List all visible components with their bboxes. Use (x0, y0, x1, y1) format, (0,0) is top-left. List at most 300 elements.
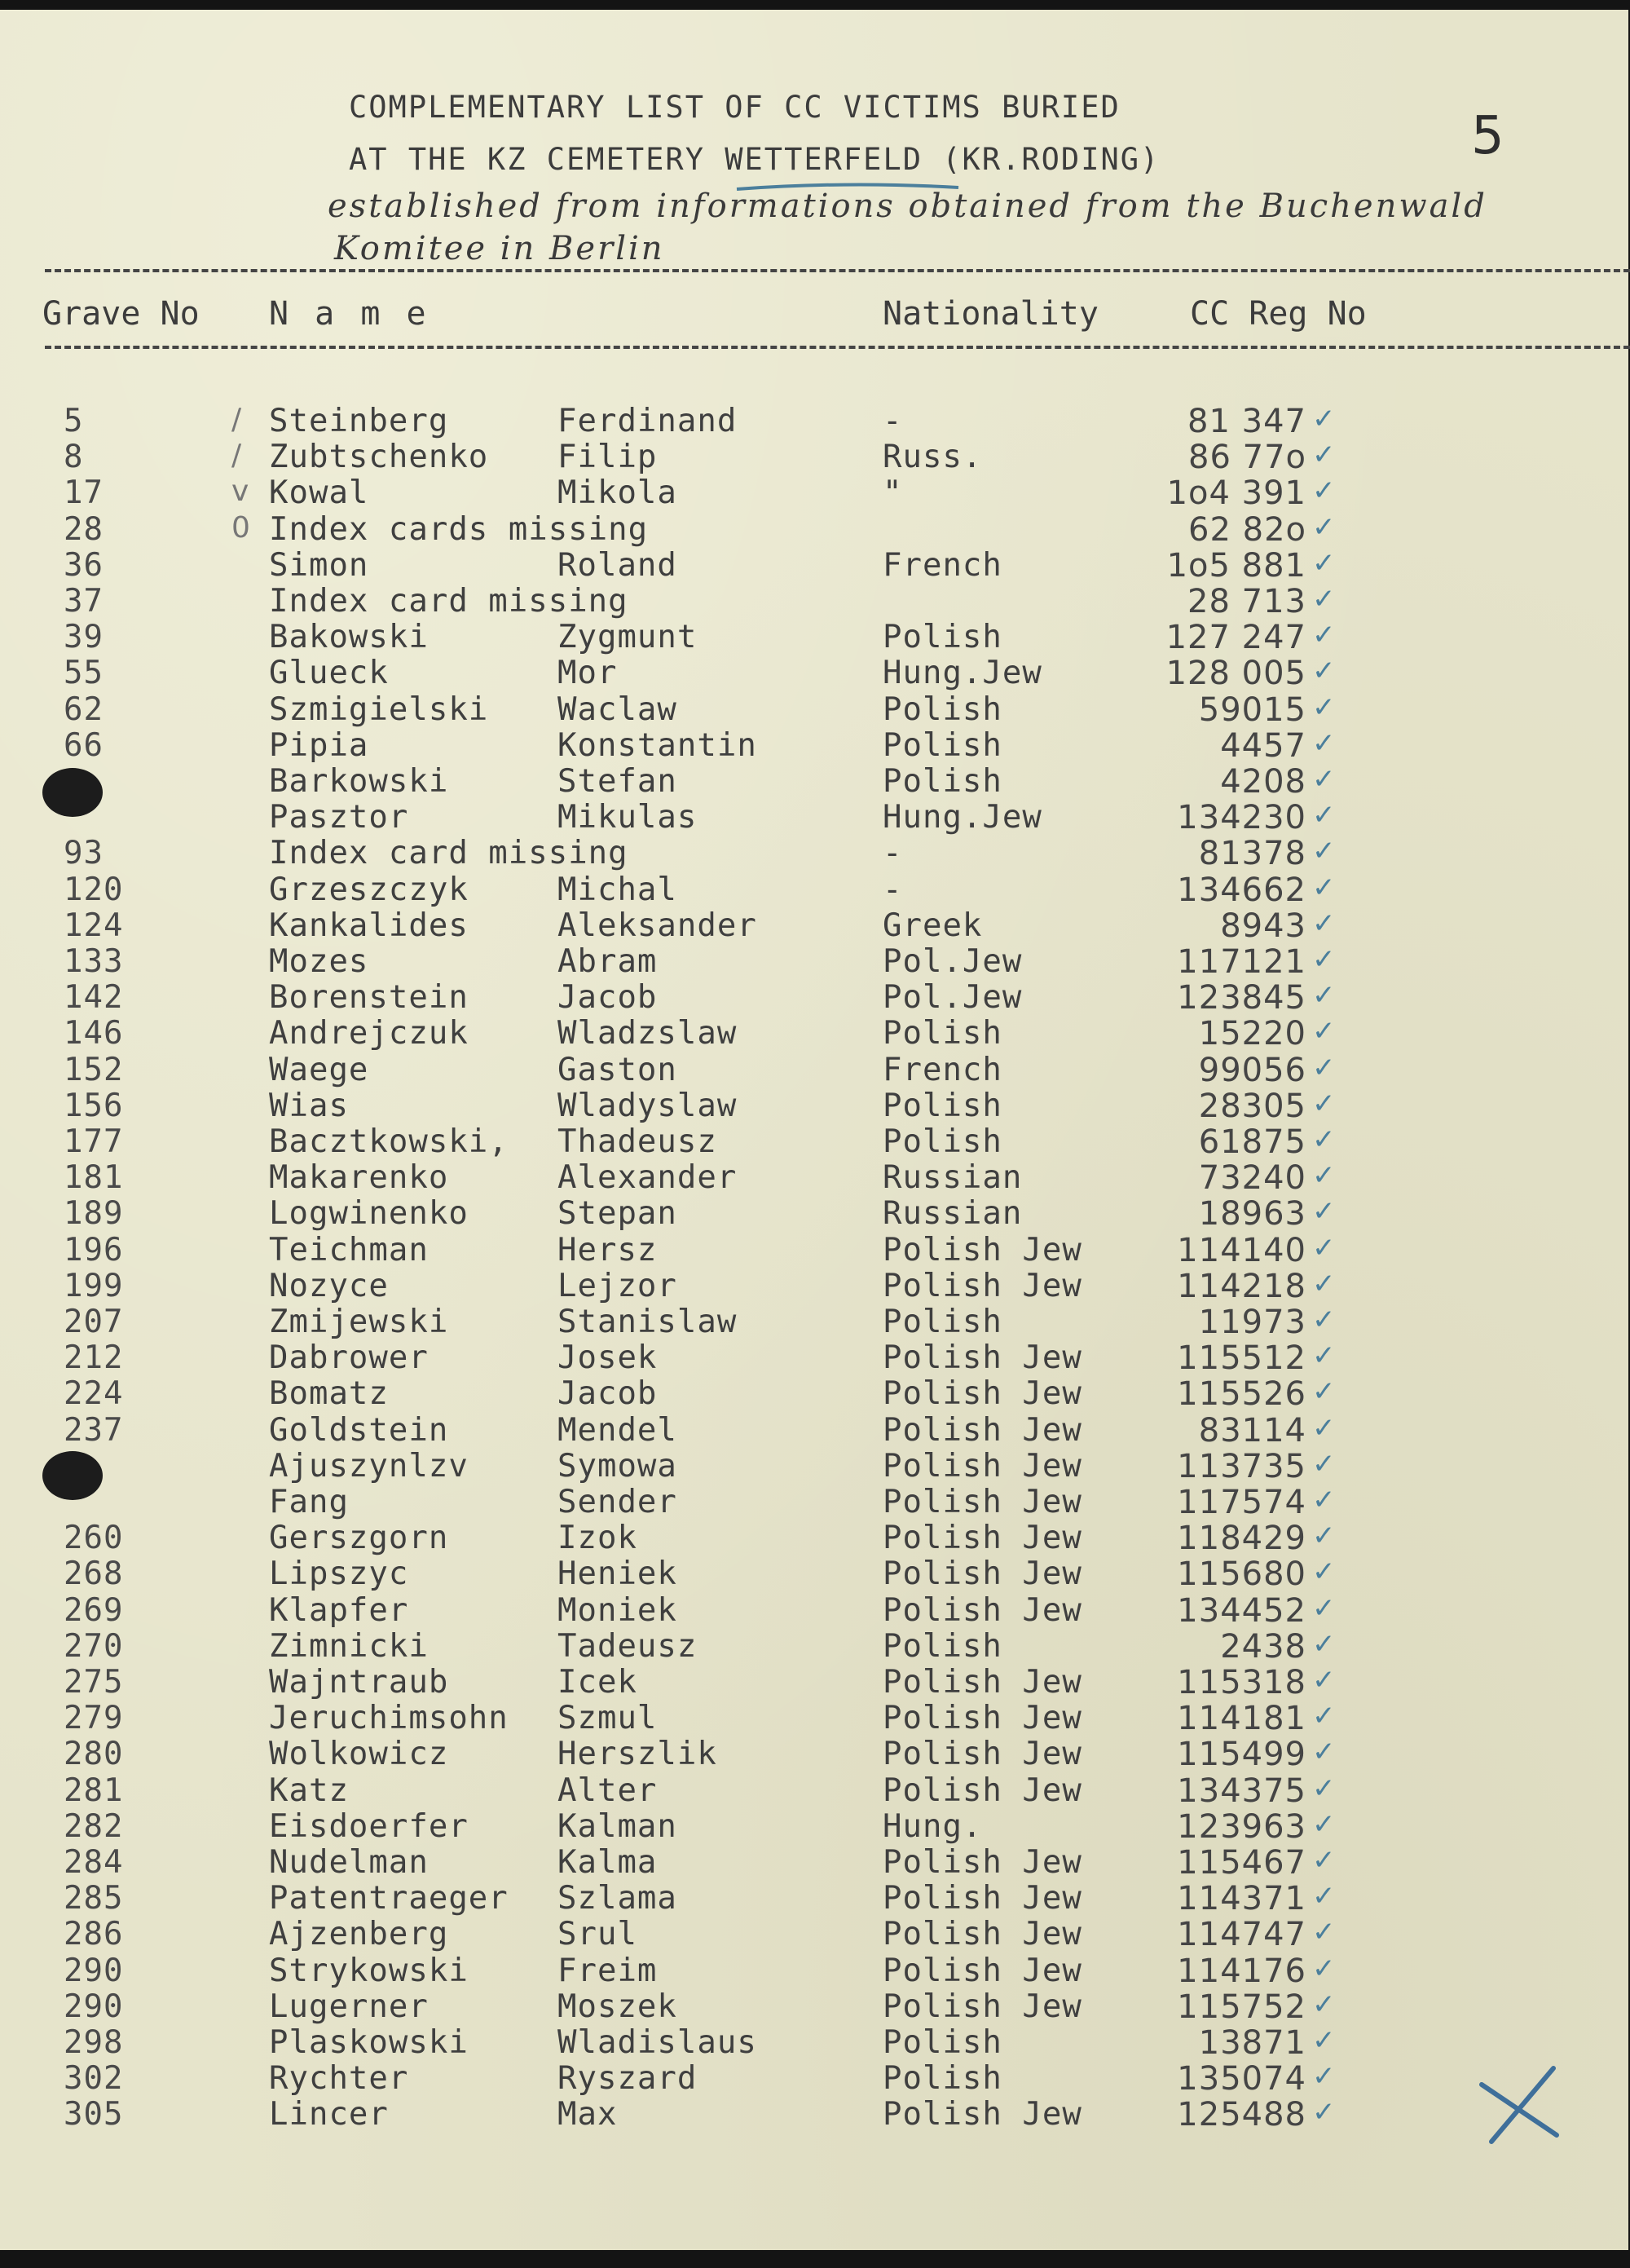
table-row (0, 1339, 1628, 1378)
surname: Patentraeger (269, 1880, 509, 1917)
first-name: Srul (557, 1916, 637, 1953)
check-mark-icon: ✓ (1312, 943, 1337, 976)
table-row (0, 943, 1628, 979)
surname: Borenstein (269, 979, 469, 1017)
grave-number: 189 (64, 1195, 124, 1233)
table-row (0, 979, 1628, 1015)
nationality: Russian (883, 1159, 1023, 1197)
nationality: Polish (883, 691, 1002, 728)
check-mark-icon: ✓ (1312, 655, 1337, 688)
table-row (0, 511, 1628, 547)
check-mark-icon: ✓ (1312, 799, 1337, 832)
table-row (0, 1700, 1628, 1736)
table-row (0, 1772, 1628, 1808)
nationality: Pol.Jew (883, 979, 1023, 1017)
cc-reg-number: 2438 (1220, 1627, 1306, 1666)
grave-number: 181 (64, 1159, 124, 1197)
nationality: Pol.Jew (883, 943, 1023, 980)
check-mark-icon: ✓ (1312, 583, 1337, 616)
check-mark-icon: ✓ (1312, 1520, 1337, 1553)
table-row (0, 1916, 1628, 1952)
surname: Andrejczuk (269, 1015, 469, 1052)
first-name: Freim (557, 1952, 658, 1989)
nationality: Polish (883, 763, 1002, 800)
cc-reg-number: 123845 (1177, 979, 1306, 1017)
grave-number: 237 (64, 1411, 124, 1449)
nationality: Polish Jew (883, 1700, 1082, 1737)
grave-number: 275 (64, 1664, 124, 1701)
check-mark-icon: ✓ (1312, 546, 1337, 580)
surname: Nozyce (269, 1267, 389, 1304)
grave-number: 279 (64, 1700, 124, 1737)
nationality: Polish Jew (883, 2096, 1082, 2133)
surname: Makarenko (269, 1159, 449, 1197)
table-row (0, 655, 1628, 691)
cc-reg-number: 115318 (1177, 1664, 1306, 1701)
grave-number: 62 (64, 691, 104, 728)
check-mark-icon: ✓ (1312, 1123, 1337, 1156)
table-row (0, 1988, 1628, 2024)
grave-number: 281 (64, 1772, 124, 1809)
nationality: Polish Jew (883, 1664, 1082, 1701)
cc-reg-number: 115512 (1177, 1339, 1306, 1378)
first-name: Max (557, 2096, 618, 2133)
grave-number: 199 (64, 1267, 124, 1304)
first-name: Mor (557, 655, 618, 692)
first-name: Kalma (557, 1844, 658, 1881)
table-row (0, 439, 1628, 477)
surname: Glueck (269, 655, 389, 692)
grave-number: 17 (64, 474, 104, 512)
cc-reg-number: 134375 (1177, 1772, 1306, 1810)
first-name: Alexander (557, 1159, 738, 1197)
grave-number: 285 (64, 1880, 124, 1917)
surname: Barkowski (269, 763, 449, 800)
cc-reg-number: 115526 (1177, 1375, 1306, 1414)
first-name: Wladislaus (557, 2024, 757, 2061)
grave-number: 269 (64, 1591, 124, 1629)
nationality: Polish Jew (883, 1880, 1082, 1917)
first-name: Konstantin (557, 726, 757, 764)
check-mark-icon: ✓ (1312, 2060, 1337, 2094)
grave-number: 37 (64, 583, 104, 620)
cc-reg-number: 114181 (1177, 1700, 1306, 1738)
column-header-grave: Grave No (42, 295, 200, 333)
table-row (0, 1159, 1628, 1198)
nationality: Russian (883, 1195, 1023, 1233)
grave-number: 302 (64, 2060, 124, 2098)
grave-number: 66 (64, 726, 104, 764)
surname: Goldstein (269, 1411, 449, 1449)
first-name: Aleksander (557, 907, 757, 944)
table-row (0, 1808, 1628, 1844)
first-name: Ryszard (557, 2060, 698, 2098)
check-mark-icon: ✓ (1312, 1844, 1337, 1877)
grave-number: 39 (64, 619, 104, 656)
grave-number: 290 (64, 1988, 124, 2025)
cc-reg-number: 134230 (1177, 799, 1306, 837)
first-name: Lejzor (557, 1267, 677, 1304)
cc-reg-number: 13871 (1198, 2024, 1306, 2062)
grave-number: 177 (64, 1123, 124, 1160)
grave-number: 93 (64, 835, 104, 872)
title-line-2: AT THE KZ CEMETERY WETTERFELD (KR.RODING) (349, 142, 1161, 177)
first-name: Filip (557, 439, 658, 476)
first-name: Mikulas (557, 799, 698, 836)
nationality: Polish (883, 2060, 1002, 2098)
check-mark-icon: ✓ (1312, 1700, 1337, 1733)
cc-reg-number: 114371 (1177, 1880, 1306, 1918)
cc-reg-number: 81 347 (1187, 403, 1306, 440)
nationality: Polish Jew (883, 1988, 1082, 2025)
grave-number: 152 (64, 1051, 124, 1088)
grave-number: 290 (64, 1952, 124, 1989)
nationality: Polish Jew (883, 1484, 1082, 1520)
grave-number: 298 (64, 2024, 124, 2061)
surname: Bacztkowski, (269, 1123, 509, 1160)
nationality: Polish Jew (883, 1591, 1082, 1629)
surname: Wias (269, 1087, 349, 1124)
check-mark-icon: ✓ (1312, 1447, 1337, 1480)
cc-reg-number: 115467 (1177, 1844, 1306, 1882)
first-name: Waclaw (557, 691, 677, 728)
table-row (0, 2060, 1628, 2096)
surname: Lipszyc (269, 1555, 409, 1593)
table-row (0, 1953, 1628, 1988)
cc-reg-number: 115499 (1177, 1736, 1306, 1774)
nationality: Greek (883, 907, 983, 944)
first-name: Wladzslaw (557, 1015, 738, 1052)
first-name: Ferdinand (557, 403, 738, 439)
grave-number: 270 (64, 1627, 124, 1665)
nationality: Polish (883, 1123, 1002, 1160)
first-name: Josek (557, 1339, 658, 1377)
check-mark-icon: ✓ (1312, 1916, 1337, 1949)
check-mark-icon: ✓ (1312, 1339, 1337, 1373)
surname: Ajuszynlzv (269, 1447, 469, 1485)
handwritten-note-line-2: Komitee in Berlin (334, 230, 665, 267)
grave-number: 260 (64, 1520, 124, 1557)
nationality: Polish (883, 1015, 1002, 1052)
grave-number: 284 (64, 1844, 124, 1881)
nationality: French (883, 546, 1002, 584)
first-name: Stefan (557, 763, 677, 800)
surname: Jeruchimsohn (269, 1700, 509, 1737)
check-mark-icon: ✓ (1312, 907, 1337, 940)
surname: Waege (269, 1051, 369, 1088)
cc-reg-number: 113735 (1177, 1447, 1306, 1485)
table-row (0, 1628, 1628, 1664)
cc-reg-number: 86 77o (1188, 439, 1306, 477)
grave-number: 280 (64, 1736, 124, 1773)
handwritten-note-line-1: established from informations obtained from the Buchenwald (328, 188, 1487, 225)
first-name: Icek (557, 1664, 637, 1701)
page-number: 5 (1471, 106, 1504, 166)
surname: Fang (269, 1484, 349, 1520)
pencil-mark: 0 (231, 510, 251, 545)
nationality: Polish Jew (883, 1375, 1082, 1413)
surname: Wajntraub (269, 1664, 449, 1701)
nationality: Polish Jew (883, 1339, 1082, 1377)
table-row (0, 1195, 1628, 1231)
cc-reg-number: 1o5 881 (1166, 546, 1306, 585)
table-row (0, 1664, 1628, 1700)
nationality: Polish (883, 1627, 1002, 1665)
punch-hole-mark (42, 768, 103, 817)
surname: Wolkowicz (269, 1736, 449, 1773)
first-name: Stanislaw (557, 1304, 738, 1340)
nationality: - (883, 871, 903, 908)
check-mark-icon: ✓ (1312, 1015, 1337, 1048)
cc-reg-number: 134452 (1177, 1591, 1306, 1630)
surname: Zmijewski (269, 1304, 449, 1340)
first-name: Mendel (557, 1411, 677, 1449)
surname: Dabrower (269, 1339, 429, 1377)
check-mark-icon: ✓ (1312, 691, 1337, 724)
grave-number: 212 (64, 1339, 124, 1377)
first-name: Symowa (557, 1447, 677, 1485)
nationality: Polish Jew (883, 1844, 1082, 1881)
table-row (0, 1520, 1628, 1558)
cc-reg-number: 59015 (1198, 691, 1306, 729)
cc-reg-number: 81378 (1198, 835, 1306, 873)
pencil-cross-mark (1475, 2060, 1565, 2150)
nationality: Polish (883, 619, 1002, 656)
check-mark-icon: ✓ (1312, 1484, 1337, 1516)
title-line-1: COMPLEMENTARY LIST OF CC VICTIMS BURIED (349, 90, 1121, 125)
cc-reg-number: 134662 (1177, 871, 1306, 909)
check-mark-icon: ✓ (1312, 2096, 1337, 2129)
nationality: Polish Jew (883, 1952, 1082, 1989)
first-name: Jacob (557, 979, 658, 1017)
surname: Steinberg (269, 403, 449, 439)
grave-number: 36 (64, 546, 104, 584)
surname: Pasztor (269, 799, 409, 836)
cc-reg-number: 123963 (1177, 1807, 1306, 1846)
table-row (0, 691, 1628, 727)
check-mark-icon: ✓ (1312, 510, 1337, 544)
surname: Bomatz (269, 1375, 389, 1413)
check-mark-icon: ✓ (1312, 763, 1337, 796)
table-row (0, 1375, 1628, 1414)
table-row (0, 2096, 1628, 2132)
surname: Rychter (269, 2060, 409, 2098)
cc-reg-number: 125488 (1177, 2096, 1306, 2134)
cc-reg-number: 114747 (1177, 1916, 1306, 1954)
grave-number: 207 (64, 1304, 124, 1340)
table-row (0, 1268, 1628, 1304)
nationality: Polish Jew (883, 1267, 1082, 1304)
cc-reg-number: 73240 (1198, 1159, 1306, 1198)
first-name: Michal (557, 871, 677, 908)
cc-reg-number: 117574 (1177, 1484, 1306, 1521)
cc-reg-number: 62 82o (1188, 510, 1306, 549)
first-name: Roland (557, 546, 677, 584)
pencil-mark: / (231, 403, 243, 436)
check-mark-icon: ✓ (1312, 1087, 1337, 1120)
grave-number: 146 (64, 1015, 124, 1052)
nationality: Polish Jew (883, 1772, 1082, 1809)
first-name: Herszlik (557, 1736, 717, 1773)
first-name: Szlama (557, 1880, 677, 1917)
table-row (0, 799, 1628, 835)
cc-reg-number: 11973 (1198, 1304, 1306, 1341)
check-mark-icon: ✓ (1312, 1591, 1337, 1625)
first-name: Wladyslaw (557, 1087, 738, 1124)
nationality: Polish Jew (883, 1736, 1082, 1773)
nationality: Polish Jew (883, 1520, 1082, 1557)
grave-number: 156 (64, 1087, 124, 1124)
table-row (0, 403, 1628, 439)
table-row (0, 547, 1628, 583)
nationality: Hung. (883, 1807, 983, 1845)
table-row (0, 1448, 1628, 1484)
check-mark-icon: ✓ (1312, 1231, 1337, 1264)
table-row (0, 1484, 1628, 1520)
table-row (0, 1015, 1628, 1051)
nationality: - (883, 403, 903, 439)
first-name: Gaston (557, 1051, 677, 1088)
table-row (0, 1844, 1628, 1880)
check-mark-icon: ✓ (1312, 1880, 1337, 1913)
check-mark-icon: ✓ (1312, 726, 1337, 760)
first-name: Kalman (557, 1807, 677, 1845)
table-row (0, 474, 1628, 513)
cc-reg-number: 114140 (1177, 1231, 1306, 1269)
grave-number: 8 (64, 439, 84, 476)
nationality: Hung.Jew (883, 799, 1042, 836)
table-row (0, 1232, 1628, 1268)
grave-number: 286 (64, 1916, 124, 1953)
check-mark-icon: ✓ (1312, 1988, 1337, 2021)
cc-reg-number: 127 247 (1165, 619, 1306, 657)
surname: Teichman (269, 1231, 429, 1269)
surname: Kowal (269, 474, 369, 512)
surname: Index card missing (269, 835, 628, 872)
first-name: Szmul (557, 1700, 658, 1737)
check-mark-icon: ✓ (1312, 1952, 1337, 1985)
check-mark-icon: ✓ (1312, 1555, 1337, 1589)
table-row (0, 1052, 1628, 1088)
nationality: Polish Jew (883, 1916, 1082, 1953)
check-mark-icon: ✓ (1312, 835, 1337, 868)
first-name: Stepan (557, 1195, 677, 1233)
grave-number: 5 (64, 403, 84, 439)
surname: Plaskowski (269, 2024, 469, 2061)
surname: Eisdoerfer (269, 1807, 469, 1845)
surname: Index card missing (269, 583, 628, 620)
cc-reg-number: 114176 (1177, 1952, 1306, 1990)
nationality: " (883, 474, 903, 512)
table-row (0, 1123, 1628, 1159)
table-row (0, 1088, 1628, 1123)
cc-reg-number: 115752 (1177, 1988, 1306, 2026)
check-mark-icon: ✓ (1312, 1195, 1337, 1229)
table-row (0, 619, 1628, 655)
table-row (0, 1555, 1628, 1594)
check-mark-icon: ✓ (1312, 439, 1337, 472)
cc-reg-number: 128 005 (1165, 655, 1306, 693)
cc-reg-number: 1o4 391 (1166, 474, 1306, 513)
grave-number: 196 (64, 1231, 124, 1269)
grave-number: 142 (64, 979, 124, 1017)
surname: Index cards missing (269, 510, 649, 548)
check-mark-icon: ✓ (1312, 403, 1337, 435)
check-mark-icon: ✓ (1312, 1664, 1337, 1697)
surname: Logwinenko (269, 1195, 469, 1233)
first-name: Tadeusz (557, 1627, 698, 1665)
surname: Simon (269, 546, 369, 584)
first-name: Mikola (557, 474, 677, 512)
surname: Mozes (269, 943, 369, 980)
surname: Gerszgorn (269, 1520, 449, 1557)
check-mark-icon: ✓ (1312, 2024, 1337, 2057)
nationality: Russ. (883, 439, 983, 476)
cc-reg-number: 83114 (1198, 1411, 1306, 1449)
check-mark-icon: ✓ (1312, 1627, 1337, 1661)
cc-reg-number: 135074 (1177, 2060, 1306, 2098)
cc-reg-number: 8943 (1220, 907, 1306, 945)
cc-reg-number: 18963 (1198, 1195, 1306, 1233)
cc-reg-number: 28305 (1198, 1087, 1306, 1125)
nationality: Polish Jew (883, 1555, 1082, 1593)
surname: Ajzenberg (269, 1916, 449, 1953)
first-name: Alter (557, 1772, 658, 1809)
first-name: Sender (557, 1484, 677, 1520)
table-row (0, 727, 1628, 763)
document-page (0, 10, 1628, 2250)
surname: Zubtschenko (269, 439, 489, 476)
first-name: Hersz (557, 1231, 658, 1269)
grave-number: 268 (64, 1555, 124, 1593)
grave-number: 282 (64, 1807, 124, 1845)
column-header-nationality: Nationality (883, 295, 1099, 333)
first-name: Thadeusz (557, 1123, 717, 1160)
cc-reg-number: 99056 (1198, 1051, 1306, 1089)
cc-reg-number: 115680 (1177, 1555, 1306, 1594)
surname: Kankalides (269, 907, 469, 944)
surname: Bakowski (269, 619, 429, 656)
first-name: Izok (557, 1520, 637, 1557)
grave-number: 55 (64, 655, 104, 692)
grave-number: 28 (64, 510, 104, 548)
cc-reg-number: 117121 (1177, 943, 1306, 981)
table-row (0, 1736, 1628, 1772)
table-row (0, 763, 1628, 799)
table-row (0, 871, 1628, 907)
check-mark-icon: ✓ (1312, 619, 1337, 652)
grave-number: 224 (64, 1375, 124, 1413)
table-row (0, 907, 1628, 943)
first-name: Zygmunt (557, 619, 698, 656)
check-mark-icon: ✓ (1312, 1736, 1337, 1769)
pencil-mark: v (231, 474, 250, 509)
first-name: Moszek (557, 1988, 677, 2025)
cc-reg-number: 61875 (1198, 1123, 1306, 1161)
table-row (0, 583, 1628, 619)
nationality: Polish (883, 1304, 1002, 1340)
table-row (0, 1592, 1628, 1628)
cc-reg-number: 114218 (1177, 1267, 1306, 1305)
surname: Klapfer (269, 1591, 409, 1629)
check-mark-icon: ✓ (1312, 1267, 1337, 1300)
nationality: Polish (883, 2024, 1002, 2061)
cc-reg-number: 15220 (1198, 1015, 1306, 1053)
nationality: Polish (883, 1087, 1002, 1124)
column-header-name: N a m e (269, 295, 430, 333)
column-header-reg: CC Reg No (1190, 295, 1367, 333)
check-mark-icon: ✓ (1312, 1375, 1337, 1409)
